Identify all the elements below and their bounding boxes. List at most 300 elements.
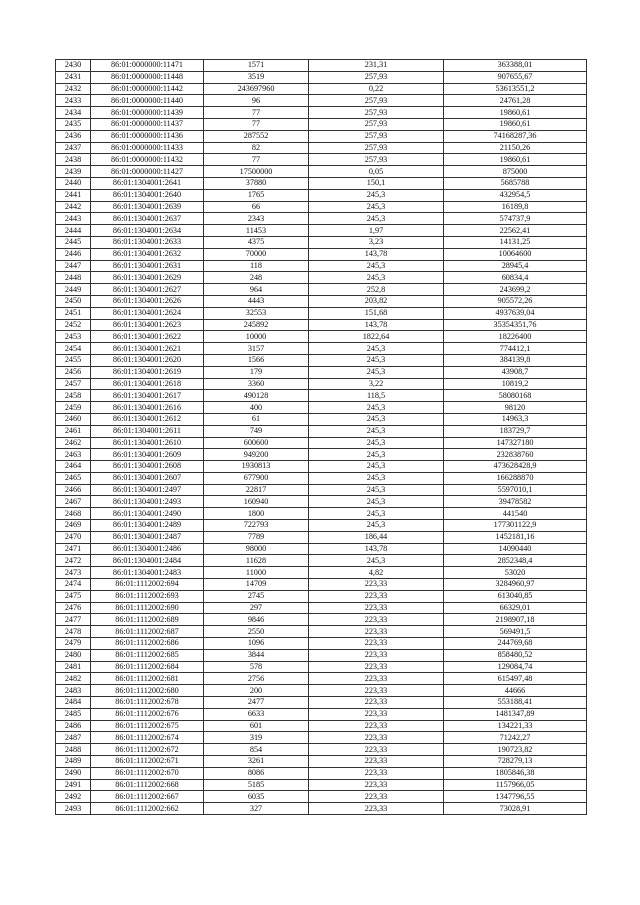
table-row [56, 555, 587, 567]
area-cell: 2745 [204, 590, 309, 602]
rate-cell: 223,33 [309, 697, 444, 709]
cadastral-number-cell: 86:01:1112002:681 [91, 673, 204, 685]
cadastral-number-cell: 86:01:1304001:2607 [91, 472, 204, 484]
cadastral-number-cell: 86:01:1112002:678 [91, 697, 204, 709]
cadastral-number-cell: 86:01:1304001:2634 [91, 225, 204, 237]
row-number-cell: 2469 [56, 520, 91, 532]
area-cell: 2550 [204, 626, 309, 638]
area-cell: 5185 [204, 779, 309, 791]
value-cell: 10819,2 [444, 378, 587, 390]
value-cell: 177301122,9 [444, 520, 587, 532]
value-cell: 53613551,2 [444, 83, 587, 95]
table-row [56, 331, 587, 343]
area-cell: 11453 [204, 225, 309, 237]
value-cell: 14090440 [444, 543, 587, 555]
area-cell: 179 [204, 366, 309, 378]
area-cell: 1096 [204, 638, 309, 650]
table-row [56, 484, 587, 496]
row-number-cell: 2435 [56, 118, 91, 130]
row-number-cell: 2484 [56, 697, 91, 709]
area-cell: 10000 [204, 331, 309, 343]
cadastral-number-cell: 86:01:1112002:693 [91, 590, 204, 602]
table-row [56, 260, 587, 272]
area-cell: 3519 [204, 71, 309, 83]
rate-cell: 257,93 [309, 130, 444, 142]
value-cell: 774412,1 [444, 343, 587, 355]
value-cell: 553188,41 [444, 697, 587, 709]
row-number-cell: 2490 [56, 767, 91, 779]
row-number-cell: 2476 [56, 602, 91, 614]
table-row [56, 166, 587, 178]
cadastral-number-cell: 86:01:1304001:2624 [91, 307, 204, 319]
area-cell: 98000 [204, 543, 309, 555]
cadastral-number-cell: 86:01:1112002:687 [91, 626, 204, 638]
row-number-cell: 2434 [56, 107, 91, 119]
table-row [56, 189, 587, 201]
area-cell: 11628 [204, 555, 309, 567]
area-cell: 77 [204, 118, 309, 130]
rate-cell: 245,3 [309, 260, 444, 272]
area-cell: 854 [204, 744, 309, 756]
rate-cell: 223,33 [309, 708, 444, 720]
value-cell: 613040,85 [444, 590, 587, 602]
area-cell: 82 [204, 142, 309, 154]
table-row [56, 579, 587, 591]
cadastral-number-cell: 86:01:1304001:2616 [91, 402, 204, 414]
area-cell: 2343 [204, 213, 309, 225]
value-cell: 432954,5 [444, 189, 587, 201]
value-cell: 22562,41 [444, 225, 587, 237]
value-cell: 569491,5 [444, 626, 587, 638]
table-row [56, 590, 587, 602]
cadastral-number-cell: 86:01:1304001:2640 [91, 189, 204, 201]
cadastral-number-cell: 86:01:1112002:686 [91, 638, 204, 650]
value-cell: 905572,26 [444, 295, 587, 307]
value-cell: 1347796,55 [444, 791, 587, 803]
row-number-cell: 2447 [56, 260, 91, 272]
rate-cell: 3,23 [309, 236, 444, 248]
cadastral-number-cell: 86:01:0000000:11436 [91, 130, 204, 142]
value-cell: 441540 [444, 508, 587, 520]
cadastral-number-cell: 86:01:1304001:2621 [91, 343, 204, 355]
row-number-cell: 2468 [56, 508, 91, 520]
rate-cell: 143,78 [309, 543, 444, 555]
cadastral-number-cell: 86:01:1304001:2633 [91, 236, 204, 248]
row-number-cell: 2451 [56, 307, 91, 319]
row-number-cell: 2458 [56, 390, 91, 402]
table-row [56, 708, 587, 720]
area-cell: 9846 [204, 614, 309, 626]
table-row [56, 95, 587, 107]
value-cell: 3284960,97 [444, 579, 587, 591]
row-number-cell: 2487 [56, 732, 91, 744]
rate-cell: 223,33 [309, 732, 444, 744]
rate-cell: 223,33 [309, 673, 444, 685]
row-number-cell: 2445 [56, 236, 91, 248]
row-number-cell: 2462 [56, 437, 91, 449]
area-cell: 287552 [204, 130, 309, 142]
value-cell: 44666 [444, 685, 587, 697]
row-number-cell: 2461 [56, 425, 91, 437]
cadastral-number-cell: 86:01:1304001:2623 [91, 319, 204, 331]
row-number-cell: 2457 [56, 378, 91, 390]
row-number-cell: 2482 [56, 673, 91, 685]
value-cell: 71242,27 [444, 732, 587, 744]
table-row [56, 661, 587, 673]
rate-cell: 245,3 [309, 472, 444, 484]
table-row [56, 756, 587, 768]
area-cell: 37880 [204, 177, 309, 189]
row-number-cell: 2455 [56, 354, 91, 366]
table-row [56, 354, 587, 366]
table-row [56, 673, 587, 685]
area-cell: 7789 [204, 531, 309, 543]
value-cell: 244769,68 [444, 638, 587, 650]
cadastral-number-cell: 86:01:1304001:2610 [91, 437, 204, 449]
table-row [56, 508, 587, 520]
cadastral-number-cell: 86:01:0000000:11440 [91, 95, 204, 107]
cadastral-number-cell: 86:01:0000000:11448 [91, 71, 204, 83]
cadastral-number-cell: 86:01:1304001:2486 [91, 543, 204, 555]
row-number-cell: 2488 [56, 744, 91, 756]
rate-cell: 223,33 [309, 661, 444, 673]
rate-cell: 245,3 [309, 272, 444, 284]
row-number-cell: 2478 [56, 626, 91, 638]
value-cell: 728279,13 [444, 756, 587, 768]
cadastral-number-cell: 86:01:1304001:2622 [91, 331, 204, 343]
table-row [56, 626, 587, 638]
value-cell: 183729,7 [444, 425, 587, 437]
area-cell: 4375 [204, 236, 309, 248]
table-row [56, 60, 587, 72]
rate-cell: 223,33 [309, 767, 444, 779]
rate-cell: 245,3 [309, 520, 444, 532]
table-row [56, 779, 587, 791]
cadastral-number-cell: 86:01:1112002:667 [91, 791, 204, 803]
value-cell: 363388,01 [444, 60, 587, 72]
area-cell: 1571 [204, 60, 309, 72]
cadastral-number-cell: 86:01:1112002:674 [91, 732, 204, 744]
row-number-cell: 2491 [56, 779, 91, 791]
area-cell: 319 [204, 732, 309, 744]
value-cell: 129084,74 [444, 661, 587, 673]
value-cell: 134221,33 [444, 720, 587, 732]
area-cell: 248 [204, 272, 309, 284]
rate-cell: 245,3 [309, 461, 444, 473]
row-number-cell: 2442 [56, 201, 91, 213]
rate-cell: 245,3 [309, 189, 444, 201]
cadastral-number-cell: 86:01:1304001:2609 [91, 449, 204, 461]
table-row [56, 177, 587, 189]
cadastral-number-cell: 86:01:1304001:2617 [91, 390, 204, 402]
rate-cell: 0,22 [309, 83, 444, 95]
table-row [56, 213, 587, 225]
area-cell: 677900 [204, 472, 309, 484]
row-number-cell: 2481 [56, 661, 91, 673]
row-number-cell: 2480 [56, 649, 91, 661]
row-number-cell: 2433 [56, 95, 91, 107]
row-number-cell: 2448 [56, 272, 91, 284]
area-cell: 2477 [204, 697, 309, 709]
value-cell: 39478582 [444, 496, 587, 508]
rate-cell: 245,3 [309, 366, 444, 378]
area-cell: 243697960 [204, 83, 309, 95]
value-cell: 43908,7 [444, 366, 587, 378]
table-row [56, 791, 587, 803]
area-cell: 17500000 [204, 166, 309, 178]
row-number-cell: 2438 [56, 154, 91, 166]
cadastral-number-cell: 86:01:1304001:2608 [91, 461, 204, 473]
table-row [56, 685, 587, 697]
cadastral-number-cell: 86:01:1112002:662 [91, 803, 204, 815]
row-number-cell: 2467 [56, 496, 91, 508]
row-number-cell: 2473 [56, 567, 91, 579]
area-cell: 96 [204, 95, 309, 107]
cadastral-number-cell: 86:01:0000000:11471 [91, 60, 204, 72]
table-row [56, 697, 587, 709]
cadastral-number-cell: 86:01:1304001:2631 [91, 260, 204, 272]
value-cell: 5685788 [444, 177, 587, 189]
row-number-cell: 2477 [56, 614, 91, 626]
area-cell: 66 [204, 201, 309, 213]
value-cell: 384139,8 [444, 354, 587, 366]
cadastral-value-table [55, 59, 587, 815]
rate-cell: 245,3 [309, 354, 444, 366]
cadastral-number-cell: 86:01:1112002:668 [91, 779, 204, 791]
value-cell: 5597010,1 [444, 484, 587, 496]
cadastral-number-cell: 86:01:0000000:11437 [91, 118, 204, 130]
cadastral-number-cell: 86:01:0000000:11442 [91, 83, 204, 95]
rate-cell: 3,22 [309, 378, 444, 390]
table-row [56, 496, 587, 508]
area-cell: 1566 [204, 354, 309, 366]
table-row [56, 472, 587, 484]
cadastral-number-cell: 86:01:1304001:2619 [91, 366, 204, 378]
rate-cell: 223,33 [309, 649, 444, 661]
cadastral-number-cell: 86:01:1304001:2497 [91, 484, 204, 496]
row-number-cell: 2479 [56, 638, 91, 650]
rate-cell: 223,33 [309, 626, 444, 638]
table-row [56, 236, 587, 248]
area-cell: 200 [204, 685, 309, 697]
row-number-cell: 2493 [56, 803, 91, 815]
table-row [56, 720, 587, 732]
area-cell: 490128 [204, 390, 309, 402]
row-number-cell: 2437 [56, 142, 91, 154]
value-cell: 4937639,04 [444, 307, 587, 319]
cadastral-number-cell: 86:01:1112002:671 [91, 756, 204, 768]
rate-cell: 257,93 [309, 154, 444, 166]
value-cell: 74168287,36 [444, 130, 587, 142]
rate-cell: 223,33 [309, 614, 444, 626]
rate-cell: 223,33 [309, 803, 444, 815]
value-cell: 53020 [444, 567, 587, 579]
row-number-cell: 2466 [56, 484, 91, 496]
cadastral-number-cell: 86:01:1304001:2490 [91, 508, 204, 520]
area-cell: 1930813 [204, 461, 309, 473]
row-number-cell: 2440 [56, 177, 91, 189]
table-row [56, 201, 587, 213]
value-cell: 232838760 [444, 449, 587, 461]
rate-cell: 223,33 [309, 590, 444, 602]
value-cell: 16189,8 [444, 201, 587, 213]
rate-cell: 223,33 [309, 779, 444, 791]
value-cell: 147327180 [444, 437, 587, 449]
rate-cell: 223,33 [309, 579, 444, 591]
row-number-cell: 2492 [56, 791, 91, 803]
rate-cell: 223,33 [309, 756, 444, 768]
table-row [56, 225, 587, 237]
table-row [56, 413, 587, 425]
cadastral-number-cell: 86:01:1304001:2641 [91, 177, 204, 189]
rate-cell: 223,33 [309, 720, 444, 732]
cadastral-number-cell: 86:01:0000000:11427 [91, 166, 204, 178]
table-row [56, 602, 587, 614]
row-number-cell: 2432 [56, 83, 91, 95]
table-row [56, 567, 587, 579]
row-number-cell: 2436 [56, 130, 91, 142]
area-cell: 722793 [204, 520, 309, 532]
cadastral-number-cell: 86:01:1304001:2493 [91, 496, 204, 508]
table-row [56, 366, 587, 378]
table-row [56, 390, 587, 402]
value-cell: 98120 [444, 402, 587, 414]
rate-cell: 257,93 [309, 118, 444, 130]
cadastral-number-cell: 86:01:0000000:11432 [91, 154, 204, 166]
cadastral-number-cell: 86:01:1112002:680 [91, 685, 204, 697]
value-cell: 24761,28 [444, 95, 587, 107]
rate-cell: 245,3 [309, 508, 444, 520]
table-row [56, 531, 587, 543]
table-row [56, 142, 587, 154]
cadastral-number-cell: 86:01:1112002:689 [91, 614, 204, 626]
area-cell: 949200 [204, 449, 309, 461]
rate-cell: 151,68 [309, 307, 444, 319]
rate-cell: 245,3 [309, 555, 444, 567]
table-row [56, 461, 587, 473]
table-row [56, 402, 587, 414]
cadastral-number-cell: 86:01:0000000:11439 [91, 107, 204, 119]
cadastral-number-cell: 86:01:1304001:2489 [91, 520, 204, 532]
table-body [56, 60, 587, 815]
rate-cell: 245,3 [309, 425, 444, 437]
value-cell: 14963,3 [444, 413, 587, 425]
rate-cell: 223,33 [309, 602, 444, 614]
row-number-cell: 2464 [56, 461, 91, 473]
area-cell: 3261 [204, 756, 309, 768]
table-row [56, 248, 587, 260]
area-cell: 578 [204, 661, 309, 673]
table-row [56, 307, 587, 319]
row-number-cell: 2446 [56, 248, 91, 260]
area-cell: 3157 [204, 343, 309, 355]
row-number-cell: 2431 [56, 71, 91, 83]
rate-cell: 245,3 [309, 413, 444, 425]
area-cell: 749 [204, 425, 309, 437]
value-cell: 73028,91 [444, 803, 587, 815]
rate-cell: 252,8 [309, 284, 444, 296]
table-row [56, 649, 587, 661]
table-row [56, 71, 587, 83]
cadastral-number-cell: 86:01:1304001:2632 [91, 248, 204, 260]
rate-cell: 245,3 [309, 437, 444, 449]
cadastral-number-cell: 86:01:0000000:11433 [91, 142, 204, 154]
row-number-cell: 2443 [56, 213, 91, 225]
cadastral-number-cell: 86:01:1304001:2618 [91, 378, 204, 390]
value-cell: 2198907,18 [444, 614, 587, 626]
value-cell: 907655,67 [444, 71, 587, 83]
row-number-cell: 2452 [56, 319, 91, 331]
area-cell: 61 [204, 413, 309, 425]
value-cell: 14131,25 [444, 236, 587, 248]
table-row [56, 319, 587, 331]
rate-cell: 245,3 [309, 201, 444, 213]
area-cell: 400 [204, 402, 309, 414]
area-cell: 327 [204, 803, 309, 815]
row-number-cell: 2449 [56, 284, 91, 296]
cadastral-number-cell: 86:01:1304001:2620 [91, 354, 204, 366]
value-cell: 1452181,16 [444, 531, 587, 543]
row-number-cell: 2459 [56, 402, 91, 414]
value-cell: 615497,48 [444, 673, 587, 685]
cadastral-number-cell: 86:01:1304001:2639 [91, 201, 204, 213]
table-row [56, 638, 587, 650]
value-cell: 190723,82 [444, 744, 587, 756]
cadastral-number-cell: 86:01:1304001:2611 [91, 425, 204, 437]
area-cell: 6035 [204, 791, 309, 803]
rate-cell: 245,3 [309, 343, 444, 355]
value-cell: 166288870 [444, 472, 587, 484]
rate-cell: 223,33 [309, 744, 444, 756]
rate-cell: 203,82 [309, 295, 444, 307]
cadastral-number-cell: 86:01:1112002:694 [91, 579, 204, 591]
row-number-cell: 2486 [56, 720, 91, 732]
area-cell: 297 [204, 602, 309, 614]
row-number-cell: 2444 [56, 225, 91, 237]
table-row [56, 767, 587, 779]
row-number-cell: 2471 [56, 543, 91, 555]
value-cell: 858480,52 [444, 649, 587, 661]
area-cell: 8086 [204, 767, 309, 779]
table-row [56, 343, 587, 355]
value-cell: 574737,9 [444, 213, 587, 225]
table-row [56, 295, 587, 307]
area-cell: 70000 [204, 248, 309, 260]
row-number-cell: 2485 [56, 708, 91, 720]
row-number-cell: 2472 [56, 555, 91, 567]
area-cell: 77 [204, 154, 309, 166]
row-number-cell: 2483 [56, 685, 91, 697]
value-cell: 2852348,4 [444, 555, 587, 567]
rate-cell: 118,5 [309, 390, 444, 402]
value-cell: 19860,61 [444, 154, 587, 166]
cadastral-number-cell: 86:01:1304001:2626 [91, 295, 204, 307]
rate-cell: 0,05 [309, 166, 444, 178]
row-number-cell: 2456 [56, 366, 91, 378]
rate-cell: 4,82 [309, 567, 444, 579]
area-cell: 1800 [204, 508, 309, 520]
value-cell: 875000 [444, 166, 587, 178]
value-cell: 19860,61 [444, 107, 587, 119]
cadastral-number-cell: 86:01:1112002:690 [91, 602, 204, 614]
area-cell: 601 [204, 720, 309, 732]
cadastral-number-cell: 86:01:1112002:676 [91, 708, 204, 720]
row-number-cell: 2474 [56, 579, 91, 591]
rate-cell: 257,93 [309, 95, 444, 107]
value-cell: 66329,01 [444, 602, 587, 614]
rate-cell: 257,93 [309, 71, 444, 83]
area-cell: 4443 [204, 295, 309, 307]
